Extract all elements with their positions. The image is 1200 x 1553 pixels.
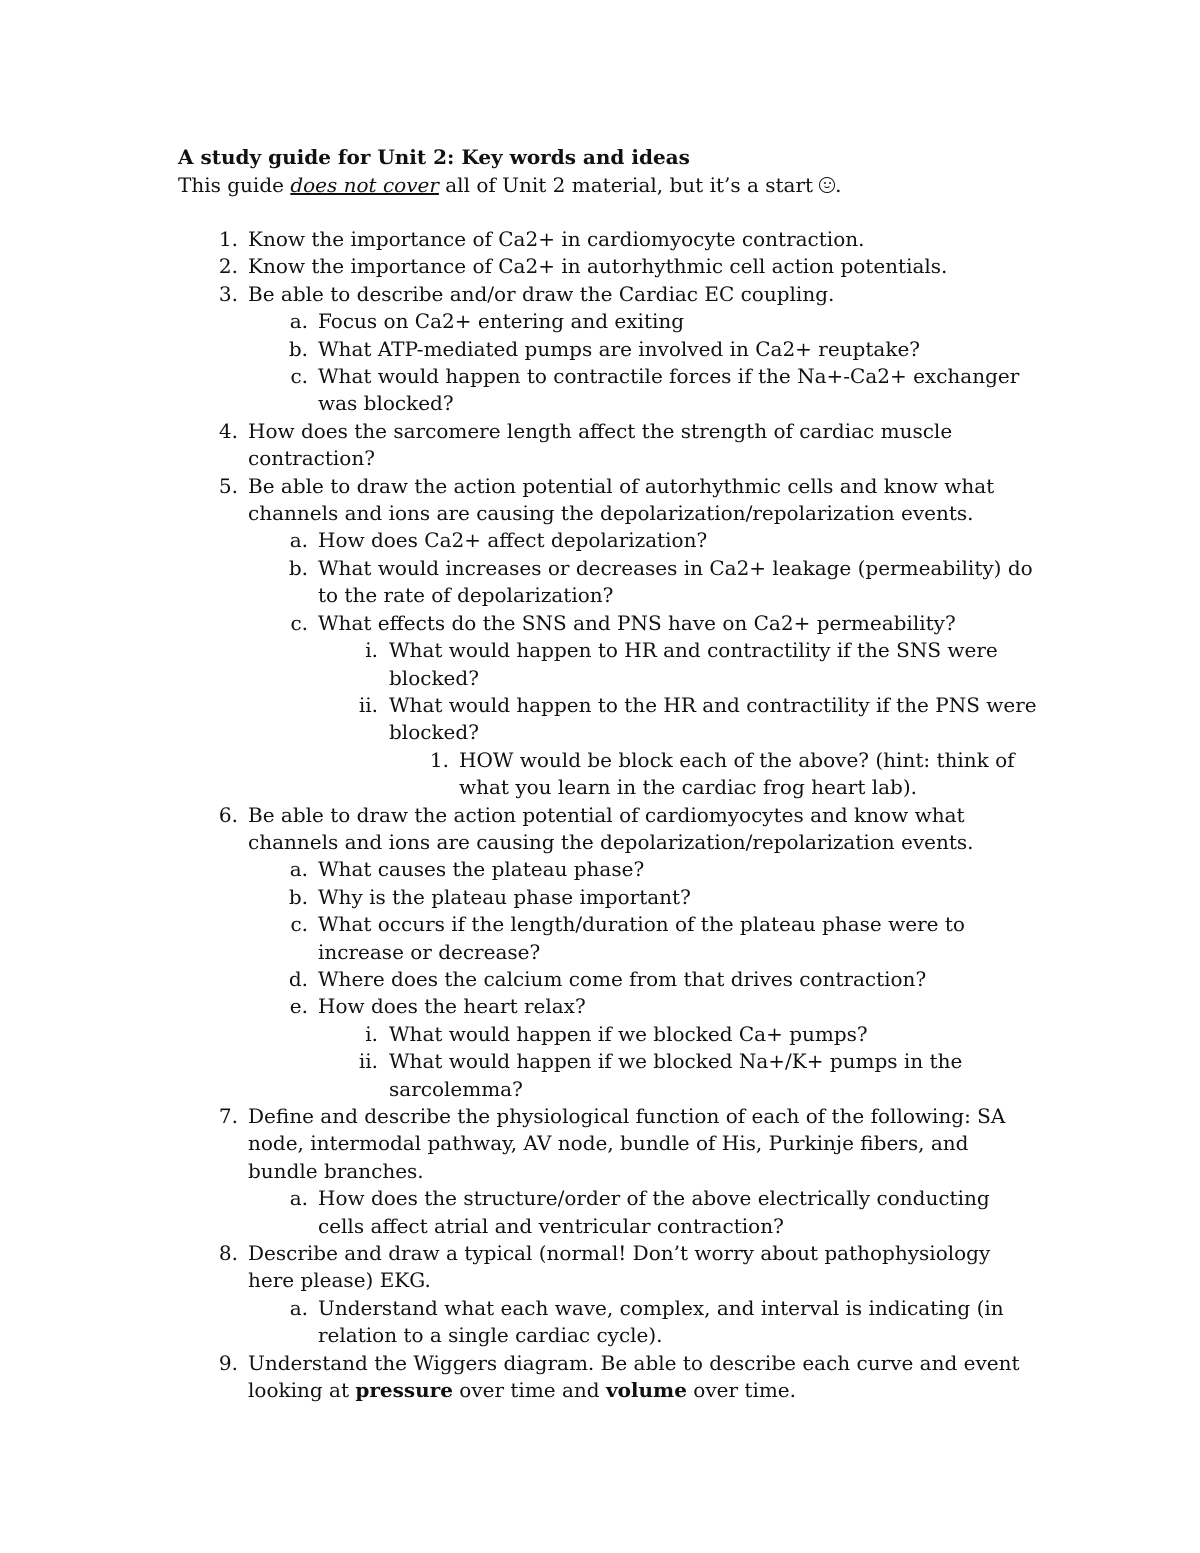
item-marker: b.: [288, 336, 308, 361]
item-marker: 6.: [218, 802, 238, 827]
sublist-8: [178, 1295, 1038, 1350]
list-item-2: [178, 253, 1038, 280]
list-item-3: [178, 281, 1038, 308]
list-item-6e: [178, 993, 1038, 1020]
intro-emphasis: does not cover: [290, 173, 439, 197]
document-title: A study guide for Unit 2: Key words and ideas: [178, 145, 690, 169]
item-text: How does the heart relax?: [318, 994, 586, 1019]
study-list-continued: [178, 1240, 1038, 1295]
item-marker: 1.: [429, 747, 449, 772]
list-item-3b: [178, 336, 1038, 363]
item-text: Know the importance of Ca2+ in cardiomyocyte contraction.: [248, 227, 865, 251]
list-item-5b: [178, 555, 1038, 610]
item-marker: a.: [289, 309, 308, 334]
list-item-6e-ii: [178, 1048, 1038, 1103]
sublist-5c: [178, 637, 1038, 747]
sublist-5c-ii: [178, 747, 1038, 802]
item-marker: c.: [290, 912, 308, 937]
item-marker: i.: [365, 638, 378, 663]
item-marker: a.: [289, 1295, 308, 1320]
item-text-part: over time and: [452, 1378, 606, 1403]
item-marker: b.: [288, 555, 308, 580]
item-text-part: over time.: [686, 1378, 796, 1403]
item-marker: 2.: [218, 254, 238, 279]
item-text: Know the importance of Ca2+ in autorhythmic cell action potentials.: [248, 254, 948, 279]
list-item-4: [178, 418, 1038, 473]
list-item-5a: [178, 527, 1038, 554]
item-marker: c.: [290, 364, 308, 389]
item-marker: 4.: [218, 418, 238, 443]
sublist-6e: [178, 1021, 1038, 1103]
item-text: Understand what each wave, complex, and interval is indicating (in relation to a single cardiac cycle).: [318, 1295, 1004, 1348]
sublist-5: [178, 527, 1038, 637]
item-text: What would happen to HR and contractility if the SNS were blocked?: [389, 638, 998, 690]
list-item-8: [178, 1240, 1038, 1295]
item-text: What would happen to contractile forces if the Na+-Ca2+ exchanger was blocked?: [318, 364, 1020, 416]
sublist-6: [178, 856, 1038, 1020]
study-list-continued: [178, 802, 1038, 857]
item-text: How does the structure/order of the above electrically conducting cells affect atrial and ventricular contraction?: [318, 1186, 990, 1238]
item-text: What would happen if we blocked Na+/K+ pumps in the sarcolemma?: [389, 1049, 963, 1101]
bold-term-volume: volume: [605, 1378, 687, 1403]
item-text: What would increases or decreases in Ca2+ leakage (permeability) do to the rate of depolarization?: [318, 555, 1033, 608]
intro-text-before: This guide: [178, 173, 291, 197]
list-item-7a: [178, 1185, 1038, 1240]
list-item-3c: [178, 363, 1038, 418]
item-text: Define and describe the physiological function of each of the following: SA node, intermodal pathway, AV node, bundle of His, Purkinje fibers, and bundle branches.: [248, 1104, 1006, 1183]
list-item-9: [178, 1350, 1038, 1405]
list-item-5c-i: [178, 637, 1038, 692]
bold-term-pressure: pressure: [355, 1378, 453, 1403]
item-marker: 9.: [218, 1350, 238, 1375]
item-marker: ii.: [358, 1049, 378, 1074]
item-text: How does Ca2+ affect depolarization?: [318, 528, 708, 553]
document-content: [178, 143, 1038, 1404]
sublist-3: [178, 308, 1038, 418]
item-marker: i.: [365, 1021, 378, 1046]
item-marker: c.: [290, 610, 308, 635]
item-text: Why is the plateau phase important?: [318, 884, 691, 909]
item-marker: 5.: [218, 473, 238, 498]
item-text: What would happen if we blocked Ca+ pumps?: [389, 1021, 868, 1046]
list-item-5: [178, 473, 1038, 528]
study-list-continued: [178, 418, 1038, 528]
list-item-6: [178, 802, 1038, 857]
intro-text-after: all of Unit 2 material, but it’s a start: [438, 173, 814, 197]
list-item-8a: [178, 1295, 1038, 1350]
list-item-6e-i: [178, 1021, 1038, 1048]
study-list-continued: [178, 1350, 1038, 1405]
list-item-3a: [178, 308, 1038, 335]
item-text: Focus on Ca2+ entering and exiting: [318, 309, 685, 334]
list-item-6b: [178, 884, 1038, 911]
item-text: What ATP-mediated pumps are involved in Ca2+ reuptake?: [318, 336, 921, 361]
list-item-6a: [178, 856, 1038, 883]
study-list-continued: [178, 1103, 1038, 1185]
list-item-5c: [178, 610, 1038, 637]
item-text: How does the sarcomere length affect the strength of cardiac muscle contraction?: [248, 418, 953, 471]
list-item-6d: [178, 966, 1038, 993]
list-item-7: [178, 1103, 1038, 1185]
item-marker: ii.: [358, 692, 378, 717]
list-item-1: [178, 226, 1038, 253]
item-marker: a.: [289, 528, 308, 553]
item-marker: a.: [289, 1186, 308, 1211]
item-marker: a.: [289, 857, 308, 882]
item-marker: d.: [288, 966, 308, 991]
list-item-6c: [178, 911, 1038, 966]
smiley-icon: [819, 177, 835, 193]
item-text: Where does the calcium come from that drives contraction?: [318, 966, 927, 991]
intro-line: This guide does not cover all of Unit 2 material, but it’s a start .: [178, 173, 842, 197]
item-marker: 3.: [218, 281, 238, 306]
item-marker: b.: [288, 884, 308, 909]
item-marker: 1.: [218, 227, 238, 251]
item-text: What causes the plateau phase?: [318, 857, 645, 882]
item-text-part: Understand the Wiggers diagram. Be able to describe each curve and event looking at: [248, 1350, 1020, 1403]
item-text: Describe and draw a typical (normal! Don’t worry about pathophysiology here please) EKG.: [248, 1241, 991, 1293]
list-item-5c-ii-1: [178, 747, 1038, 802]
study-list: [178, 226, 1038, 308]
item-text: What occurs if the length/duration of the plateau phase were to increase or decrease?: [318, 912, 965, 964]
item-marker: 8.: [218, 1241, 238, 1266]
item-text: HOW would be block each of the above? (hint: think of what you learn in the cardiac frog heart lab).: [459, 747, 1015, 800]
sublist-7: [178, 1185, 1038, 1240]
item-marker: 7.: [218, 1104, 238, 1128]
item-text: What effects do the SNS and PNS have on Ca2+ permeability?: [318, 610, 956, 635]
item-text: Be able to draw the action potential of cardiomyocytes and know what channels and ions are causing the depolarization/repolarization events.: [248, 802, 974, 854]
item-text: What would happen to the HR and contractility if the PNS were blocked?: [389, 692, 1037, 745]
item-marker: e.: [289, 994, 308, 1019]
list-item-5c-ii: [178, 692, 1038, 747]
item-text: Be able to describe and/or draw the Cardiac EC coupling.: [248, 281, 835, 306]
item-text: Be able to draw the action potential of autorhythmic cells and know what channels and ions are causing the depolarization/repolarization events.: [248, 473, 995, 526]
